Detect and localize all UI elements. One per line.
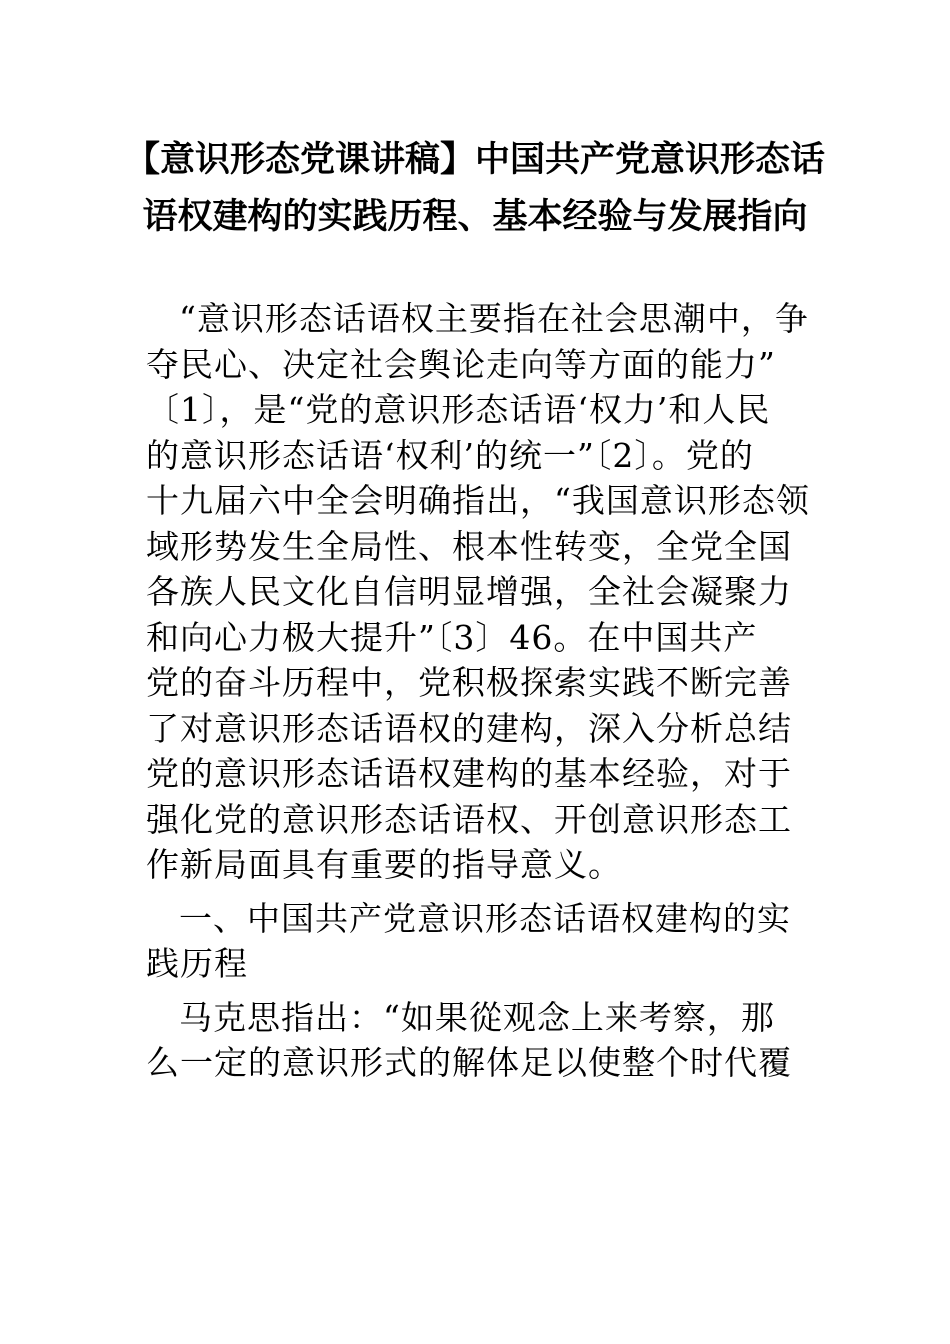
paragraph-line: 马克思指出：“如果從观念上来考察，那 [179, 997, 775, 1037]
paragraph-line: 的意识形态话语‘权利’的统一”〔2〕。党的 [146, 435, 754, 475]
paragraph-line: 十九届六中全会明确指出，“我国意识形态领 [146, 481, 810, 520]
paragraph-line: 夺民心、决定社会舆论走向等方面的能力” [146, 344, 776, 384]
paragraph-line: 和向心力极大提升”〔3〕46。在中国共产 [146, 617, 758, 657]
paragraph-line: 域形势发生全局性、根本性转变，全党全国 [146, 526, 792, 566]
paragraph-line: “意识形态话语权主要指在社会思潮中，争 [179, 299, 809, 338]
paragraph-line: 党的奋斗历程中，党积极探索实践不断完善 [146, 663, 792, 702]
paragraph-line: 了对意识形态话语权的建构，深入分析总结 [146, 708, 792, 748]
section-heading [146, 896, 816, 987]
paragraph-line: 么一定的意识形式的解体足以使整个时代覆 [146, 1043, 792, 1082]
paragraph-line: 各族人民文化自信明显增强，全社会凝聚力 [146, 572, 792, 611]
paragraph-line: 〔1〕，是“党的意识形态话语‘权力’和人民 [146, 390, 771, 429]
paragraph-marx-quote [146, 995, 816, 1086]
title-line-2: 语权建构的实践历程、基本经验与发展指向 [142, 197, 808, 237]
section-heading-line: 一、中国共产党意识形态话语权建构的实 [179, 898, 791, 938]
title-line-1: 【意识形态党课讲稿】中国共产党意识形态话 [124, 140, 825, 180]
paragraph-line: 强化党的意识形态话语权、开创意识形态工 [146, 799, 792, 839]
paragraph-line: 党的意识形态话语权建构的基本经验，对于 [146, 754, 792, 793]
section-heading-line: 践历程 [146, 944, 248, 983]
document-title [120, 132, 830, 246]
document-body [146, 296, 816, 1086]
paragraph-line: 作新局面具有重要的指导意义。 [146, 845, 622, 884]
paragraph-intro [146, 296, 816, 888]
